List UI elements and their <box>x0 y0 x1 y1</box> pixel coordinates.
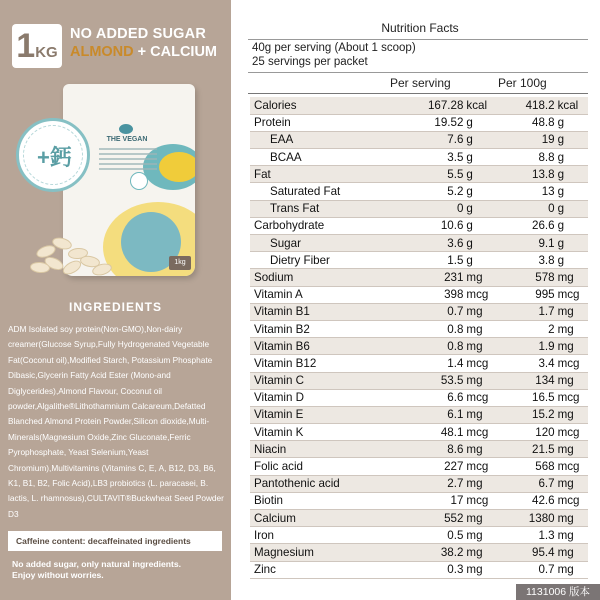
footnote-line-2: Enjoy without worries. <box>12 570 104 580</box>
nutrient-name: Vitamin B1 <box>250 303 398 320</box>
nutrient-name: Iron <box>250 527 398 544</box>
nutrition-row <box>250 527 588 544</box>
per-100g-unit: mg <box>555 303 588 320</box>
per-serving-unit: g <box>463 166 506 183</box>
nutrient-name: Biotin <box>250 492 398 509</box>
nutrition-row <box>250 338 588 355</box>
nutrition-row <box>250 389 588 406</box>
per-serving-value: 2.7 <box>398 475 464 492</box>
per-100g-unit: kcal <box>555 97 588 114</box>
per-serving-unit: g <box>463 217 506 234</box>
per-serving-unit: mg <box>463 527 506 544</box>
per-serving-unit: g <box>463 149 506 166</box>
per-serving-unit: mcg <box>463 424 506 441</box>
serving-info <box>252 41 416 69</box>
nutrient-name: Pantothenic acid <box>250 475 398 492</box>
per-100g-unit: g <box>555 200 588 217</box>
per-serving-unit: mcg <box>463 458 506 475</box>
per-100g-unit: g <box>555 149 588 166</box>
weight-badge <box>12 24 62 68</box>
per-100g-value: 21.5 <box>506 441 555 458</box>
per-serving-value: 552 <box>398 510 464 527</box>
nutrition-row <box>250 114 588 131</box>
per-serving-unit: g <box>463 200 506 217</box>
caffeine-note: Caffeine content: decaffeinated ingredients <box>8 531 222 551</box>
nutrient-name: Protein <box>250 114 398 131</box>
per-100g-value: 995 <box>506 286 555 303</box>
per-100g-unit: mg <box>555 441 588 458</box>
headline-almond-calcium <box>70 43 217 61</box>
per-serving-value: 3.6 <box>398 235 464 252</box>
nutrient-name: Vitamin C <box>250 372 398 389</box>
per-100g-value: 2 <box>506 320 555 337</box>
nutrient-name: Saturated Fat <box>250 183 398 200</box>
nutrient-name: Vitamin B2 <box>250 320 398 337</box>
per-100g-value: 1.9 <box>506 338 555 355</box>
per-serving-value: 167.28 <box>398 97 464 114</box>
per-100g-value: 16.5 <box>506 389 555 406</box>
nutrient-name: Vitamin B6 <box>250 338 398 355</box>
almond-slices-image <box>30 228 130 278</box>
headline-no-added-sugar: NO ADDED SUGAR <box>70 26 206 42</box>
per-serving-value: 17 <box>398 492 464 509</box>
per-serving-unit: kcal <box>463 97 506 114</box>
nutrition-row <box>250 235 588 252</box>
per-100g-unit: mg <box>555 269 588 286</box>
column-header-per-100g: Per 100g <box>498 76 547 90</box>
small-seal-icon <box>130 172 148 190</box>
nutrient-name: Niacin <box>250 441 398 458</box>
footnote <box>12 559 224 581</box>
per-100g-value: 568 <box>506 458 555 475</box>
per-100g-value: 1380 <box>506 510 555 527</box>
nutrient-name: Vitamin K <box>250 424 398 441</box>
pouch-fine-print <box>99 148 157 173</box>
per-100g-value: 13.8 <box>506 166 555 183</box>
high-calcium-protein-seal <box>16 118 90 192</box>
per-100g-unit: mcg <box>555 492 588 509</box>
nutrition-row <box>250 97 588 114</box>
per-100g-unit: mg <box>555 320 588 337</box>
per-100g-unit: g <box>555 183 588 200</box>
per-100g-value: 418.2 <box>506 97 555 114</box>
per-100g-unit: g <box>555 252 588 269</box>
per-100g-unit: mcg <box>555 286 588 303</box>
per-serving-unit: mcg <box>463 389 506 406</box>
per-serving-unit: mg <box>463 561 506 578</box>
nutrition-row <box>250 510 588 527</box>
nutrition-row <box>250 166 588 183</box>
nutrient-name: Vitamin A <box>250 286 398 303</box>
column-header-per-serving: Per serving <box>390 76 451 90</box>
serving-size: 40g per serving (About 1 scoop) <box>252 42 416 54</box>
per-100g-unit: mg <box>555 561 588 578</box>
nutrition-row <box>250 544 588 561</box>
per-serving-value: 6.1 <box>398 406 464 423</box>
per-100g-value: 1.7 <box>506 303 555 320</box>
footnote-line-1: No added sugar, only natural ingredients. <box>12 559 182 569</box>
nutrient-name: Sodium <box>250 269 398 286</box>
per-100g-value: 42.6 <box>506 492 555 509</box>
per-100g-unit: g <box>555 166 588 183</box>
per-100g-value: 13 <box>506 183 555 200</box>
nutrition-row <box>250 372 588 389</box>
ingredients-text: ADM Isolated soy protein(Non-GMO),Non-dairy creamer(Glucose Syrup,Fully Hydrogenated Vegetable Fat(Coconut oil),Modified Starch, Potassium Phosphate Dibasic,Glycerin Fatty Acid Ester (Mono-and Diglycerides),Almond Flavour, Coconut oil powder,Algalithe®Lithothamnium Calcareum,Defatted Blanched Almond Protein Powder,Silicon dioxide,Multi-Minerals(Magnesium Oxide,Zinc Gluconate,Ferric Pyrophosphate, Yeast Selenium,Yeast Chromium),Multivitamins (Vitamins C, E, A, B12, D3, B6, K1, B1, B2, Folic Acid),LB3 probiotics (L. paracasei, B. lactis, L. rhamnosus),CULTAVIT®Buckwheat Seed Powder D3 <box>8 324 224 519</box>
per-100g-value: 1.3 <box>506 527 555 544</box>
per-serving-unit: mg <box>463 269 506 286</box>
per-serving-value: 5.5 <box>398 166 464 183</box>
per-100g-unit: mcg <box>555 355 588 372</box>
per-serving-unit: mg <box>463 303 506 320</box>
nutrient-name: Magnesium <box>250 544 398 561</box>
nutrition-row <box>250 252 588 269</box>
per-100g-value: 9.1 <box>506 235 555 252</box>
left-panel <box>0 0 231 600</box>
nutrient-name: Calcium <box>250 510 398 527</box>
nutrition-table <box>250 97 588 579</box>
per-100g-unit: mg <box>555 510 588 527</box>
brand-logo-icon <box>119 124 133 134</box>
per-100g-value: 6.7 <box>506 475 555 492</box>
per-serving-value: 1.4 <box>398 355 464 372</box>
nutrition-facts-title: Nutrition Facts <box>381 21 459 35</box>
nutrition-row <box>250 406 588 423</box>
per-100g-unit: g <box>555 131 588 148</box>
calcium-glyph: +鈣 <box>37 145 72 170</box>
per-serving-unit: mg <box>463 406 506 423</box>
nutrient-name: Vitamin D <box>250 389 398 406</box>
per-100g-unit: g <box>555 217 588 234</box>
per-serving-value: 0.8 <box>398 320 464 337</box>
per-100g-value: 95.4 <box>506 544 555 561</box>
pouch-brand: THE VEGAN <box>106 136 148 143</box>
nutrition-row <box>250 561 588 578</box>
per-serving-unit: mcg <box>463 286 506 303</box>
ingredients-title: INGREDIENTS <box>68 300 162 314</box>
nutrition-row <box>250 441 588 458</box>
per-100g-value: 19 <box>506 131 555 148</box>
nutrition-row <box>250 183 588 200</box>
per-serving-value: 0.7 <box>398 303 464 320</box>
per-100g-unit: g <box>555 114 588 131</box>
per-100g-unit: mg <box>555 544 588 561</box>
nutrient-name: Sugar <box>250 235 398 252</box>
per-100g-unit: g <box>555 235 588 252</box>
per-serving-value: 6.6 <box>398 389 464 406</box>
per-100g-value: 120 <box>506 424 555 441</box>
pouch-size-tag: 1kg <box>169 256 191 270</box>
per-100g-unit: mg <box>555 475 588 492</box>
per-serving-value: 231 <box>398 269 464 286</box>
headline-almond: ALMOND <box>70 44 134 60</box>
per-serving-value: 8.6 <box>398 441 464 458</box>
per-100g-value: 15.2 <box>506 406 555 423</box>
nutrition-row <box>250 475 588 492</box>
per-serving-unit: g <box>463 252 506 269</box>
nutrient-name: Fat <box>250 166 398 183</box>
product-headline <box>70 25 217 61</box>
per-serving-value: 227 <box>398 458 464 475</box>
nutrition-row <box>250 131 588 148</box>
per-serving-value: 10.6 <box>398 217 464 234</box>
nutrition-row <box>250 458 588 475</box>
nutrient-name: Calories <box>250 97 398 114</box>
per-serving-value: 0.8 <box>398 338 464 355</box>
weight-number: 1 <box>16 27 36 65</box>
per-serving-unit: mg <box>463 544 506 561</box>
per-serving-value: 0 <box>398 200 464 217</box>
per-serving-value: 5.2 <box>398 183 464 200</box>
per-serving-value: 0.5 <box>398 527 464 544</box>
per-100g-value: 3.4 <box>506 355 555 372</box>
per-serving-unit: g <box>463 114 506 131</box>
nutrition-row <box>250 303 588 320</box>
nutrient-name: Dietry Fiber <box>250 252 398 269</box>
per-serving-value: 38.2 <box>398 544 464 561</box>
nutrition-row <box>250 355 588 372</box>
per-serving-unit: mg <box>463 510 506 527</box>
nutrient-name: Carbohydrate <box>250 217 398 234</box>
header-divider <box>248 72 588 73</box>
per-serving-unit: mcg <box>463 492 506 509</box>
nutrition-panel <box>240 0 600 600</box>
nutrition-row <box>250 269 588 286</box>
per-serving-value: 0.3 <box>398 561 464 578</box>
per-100g-unit: mcg <box>555 458 588 475</box>
per-serving-unit: mg <box>463 338 506 355</box>
nutrient-name: BCAA <box>250 149 398 166</box>
per-serving-unit: g <box>463 183 506 200</box>
per-100g-value: 48.8 <box>506 114 555 131</box>
per-100g-unit: mg <box>555 406 588 423</box>
product-image <box>0 78 231 288</box>
column-header-divider <box>248 93 588 94</box>
per-100g-value: 0 <box>506 200 555 217</box>
nutrient-name: Trans Fat <box>250 200 398 217</box>
per-serving-unit: g <box>463 131 506 148</box>
per-100g-unit: mg <box>555 338 588 355</box>
nutrition-row <box>250 320 588 337</box>
headline-calcium: + CALCIUM <box>133 44 218 60</box>
nutrition-row <box>250 492 588 509</box>
per-100g-value: 0.7 <box>506 561 555 578</box>
per-100g-unit: mcg <box>555 389 588 406</box>
per-serving-value: 48.1 <box>398 424 464 441</box>
nutrient-name: Vitamin E <box>250 406 398 423</box>
per-100g-value: 578 <box>506 269 555 286</box>
per-serving-unit: g <box>463 235 506 252</box>
per-serving-value: 53.5 <box>398 372 464 389</box>
per-serving-value: 1.5 <box>398 252 464 269</box>
nutrition-row <box>250 149 588 166</box>
title-divider <box>248 39 588 40</box>
pouch-decor-yellow <box>159 152 195 182</box>
per-100g-value: 8.8 <box>506 149 555 166</box>
nutrient-name: Vitamin B12 <box>250 355 398 372</box>
version-label: 1131006 版本 <box>516 584 600 600</box>
per-100g-unit: mcg <box>555 424 588 441</box>
per-serving-unit: mg <box>463 320 506 337</box>
nutrition-row <box>250 424 588 441</box>
per-serving-value: 398 <box>398 286 464 303</box>
nutrition-row <box>250 286 588 303</box>
per-serving-unit: mcg <box>463 355 506 372</box>
nutrition-row <box>250 217 588 234</box>
per-serving-value: 3.5 <box>398 149 464 166</box>
per-100g-unit: mg <box>555 527 588 544</box>
per-100g-unit: mg <box>555 372 588 389</box>
nutrient-name: Zinc <box>250 561 398 578</box>
per-serving-value: 19.52 <box>398 114 464 131</box>
nutrient-name: EAA <box>250 131 398 148</box>
per-serving-value: 7.6 <box>398 131 464 148</box>
per-100g-value: 26.6 <box>506 217 555 234</box>
nutrient-name: Folic acid <box>250 458 398 475</box>
per-100g-value: 134 <box>506 372 555 389</box>
per-100g-value: 3.8 <box>506 252 555 269</box>
nutrition-row <box>250 200 588 217</box>
per-serving-unit: mg <box>463 372 506 389</box>
per-serving-unit: mg <box>463 475 506 492</box>
servings-per-packet: 25 servings per packet <box>252 56 368 68</box>
weight-unit: KG <box>35 44 58 61</box>
per-serving-unit: mg <box>463 441 506 458</box>
